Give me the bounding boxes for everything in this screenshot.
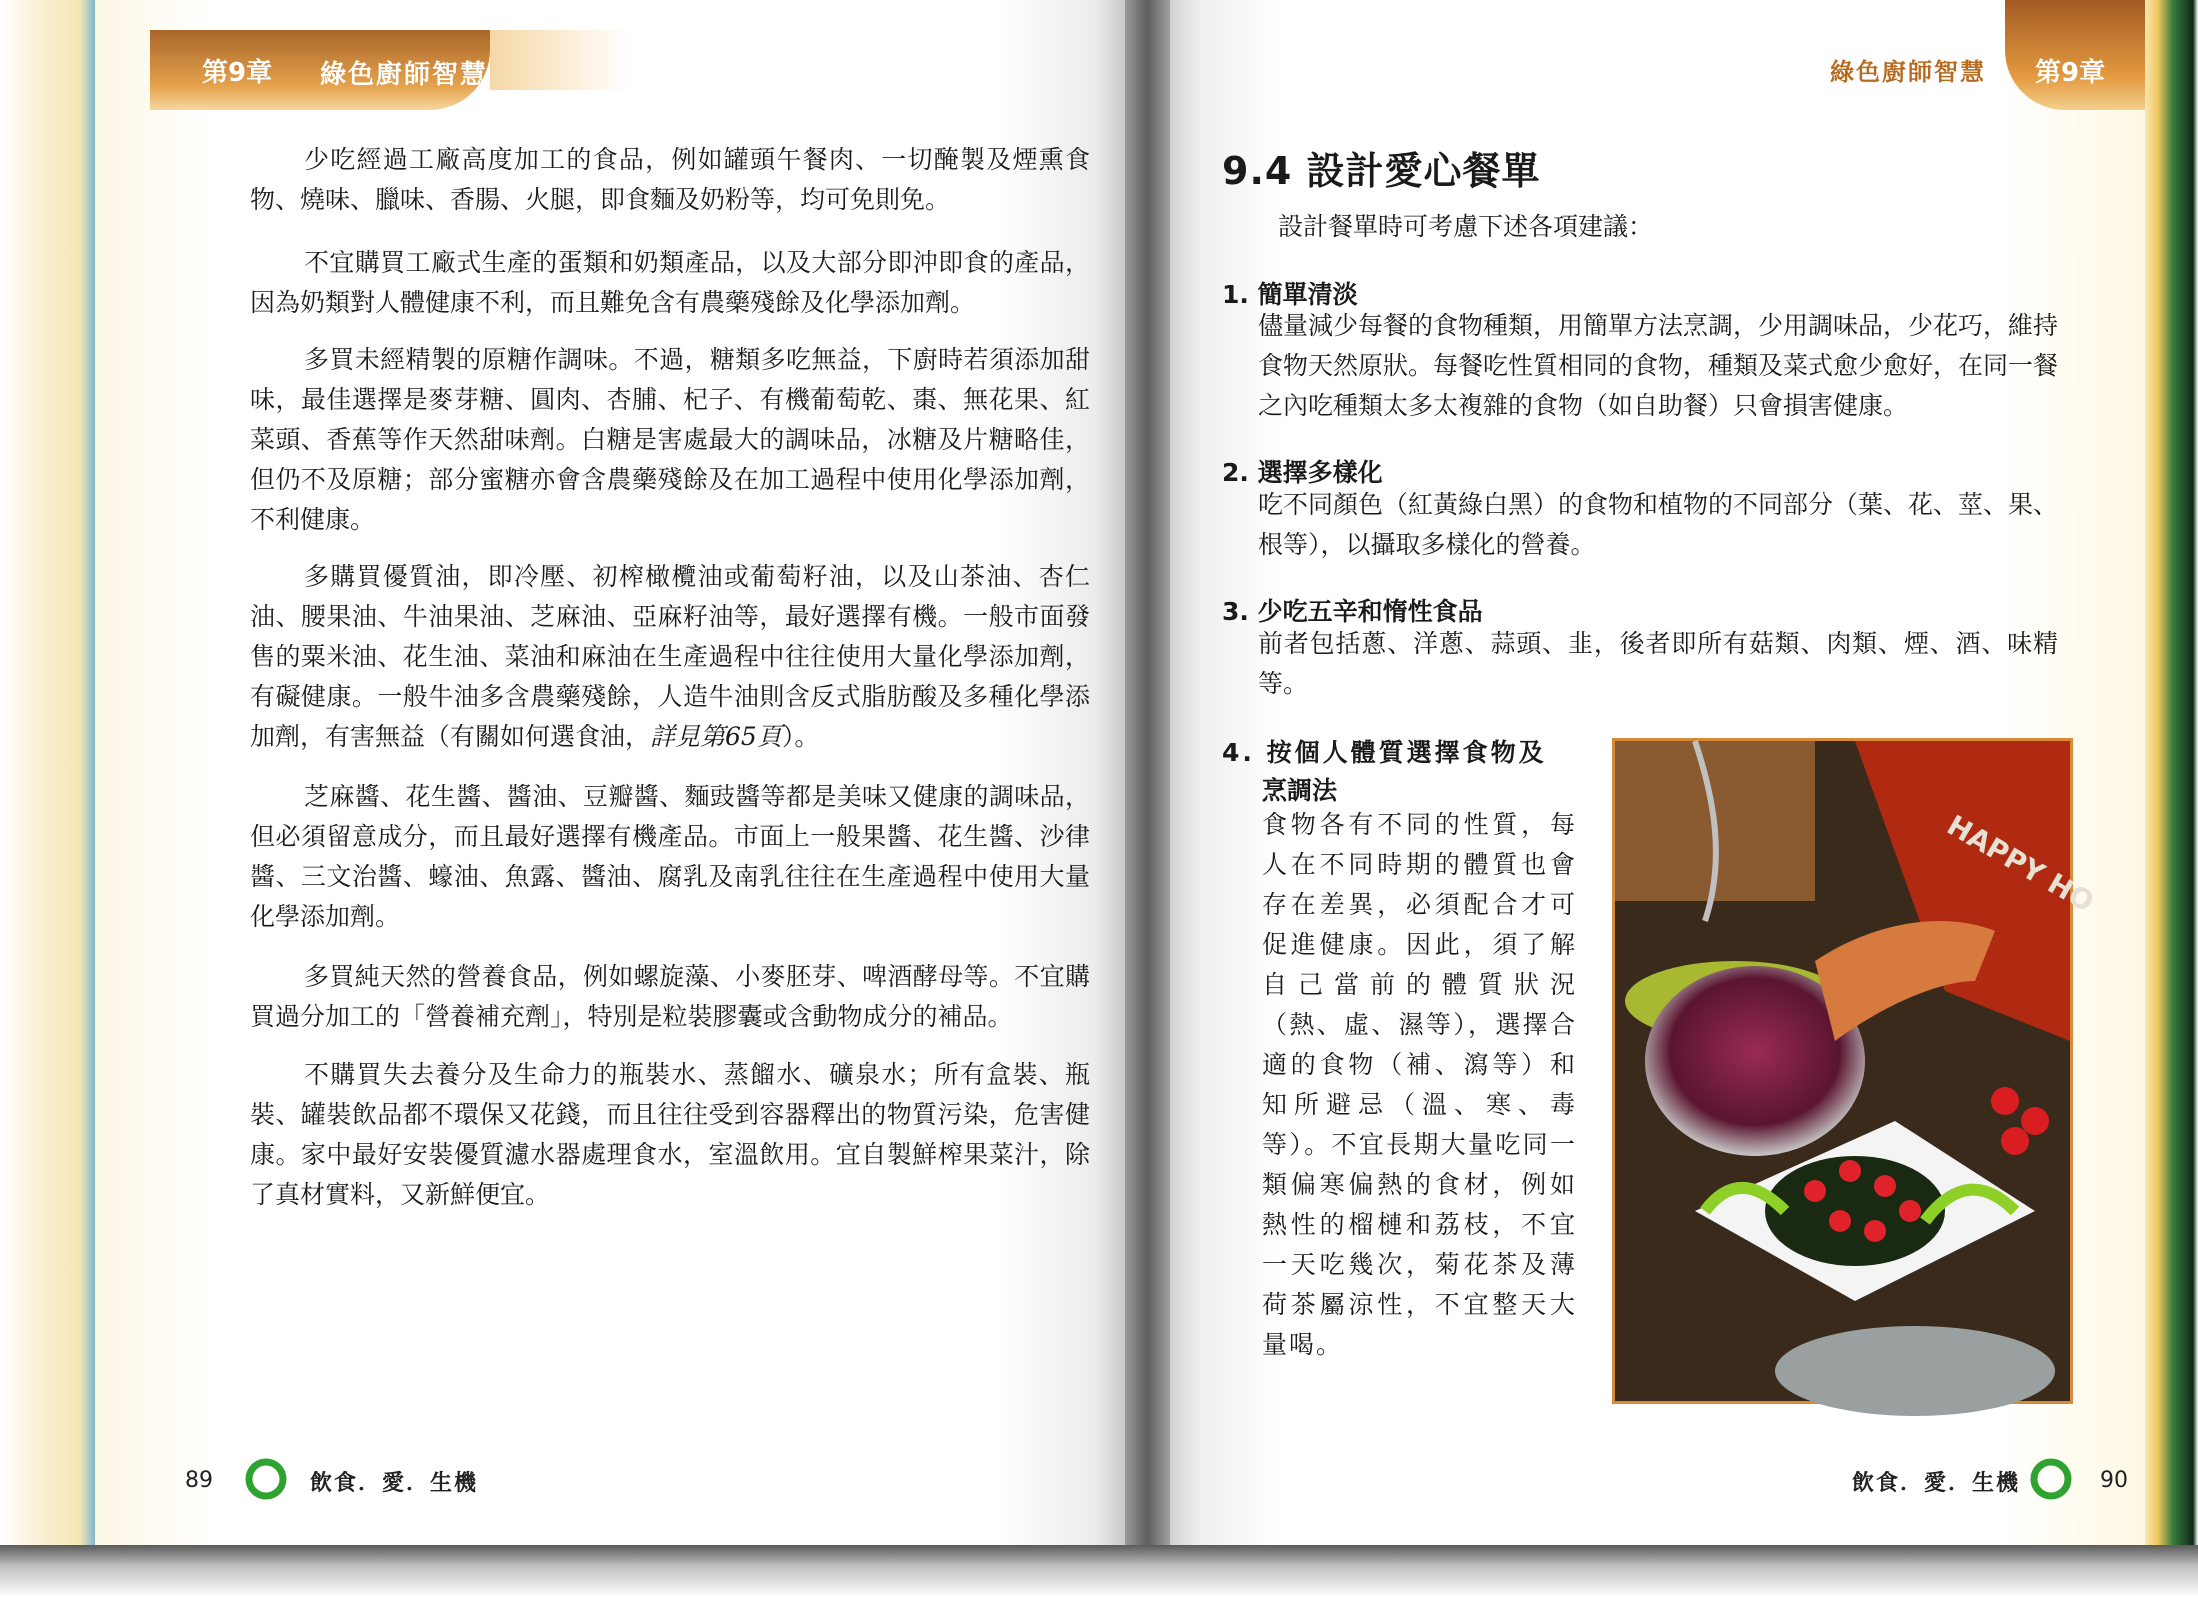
item-2-heading: 2. 選擇多樣化 <box>1222 458 1383 487</box>
cherry-tomato <box>1839 1160 1861 1182</box>
paragraph-supplements: 多買純天然的營養食品，例如螺旋藻、小麥胚芽、啤酒酵母等。不宜購買過分加工的「營養補充劑」，特別是粒裝膠囊或含動物成分的補品。 <box>250 962 1090 1031</box>
cherry-tomato <box>1899 1200 1921 1222</box>
cherry-tomato <box>1864 1220 1886 1242</box>
item-4-heading-line2: 烹調法 <box>1262 776 1338 805</box>
tomato <box>1991 1087 2019 1115</box>
right-page-stack-edge <box>2138 0 2198 1597</box>
item-2-body: 吃不同顏色（紅黃綠白黑）的食物和植物的不同部分（葉、花、莖、果、根等），以攝取多樣化的營養。 <box>1258 490 2059 559</box>
right-chapter-header <box>2005 0 2145 110</box>
cooking-photo <box>1612 738 2100 1404</box>
right-page-number: 90 <box>2100 1468 2128 1493</box>
right-chapter-title: 綠色廚師智慧 <box>1830 58 1986 86</box>
cherry-tomato <box>1829 1210 1851 1232</box>
section-title: 9.4 設計愛心餐單 <box>1222 149 1541 193</box>
oil-page-reference: 詳見第65頁 <box>650 722 782 751</box>
paragraph-eggs-dairy: 不宜購買工廠式生產的蛋類和奶類產品，以及大部分即沖即食的產品，因為奶類對人體健康不利，而且難免含有農藥殘餘及化學添加劑。 <box>250 248 1090 317</box>
left-chapter-label: 第9章 <box>202 58 273 88</box>
left-chapter-title: 綠色廚師智慧 <box>320 60 489 90</box>
section-intro: 設計餐單時可考慮下述各項建議： <box>1278 212 1654 241</box>
oil-text-end: ）。 <box>781 722 820 751</box>
book-gutter <box>1125 0 1170 1545</box>
oil-text: 多購買優質油，即冷壓、初榨橄欖油或葡萄籽油，以及山茶油、杏仁油、腰果油、牛油果油、芝麻油、亞麻籽油等，最好選擇有機。一般市面發售的粟米油、花生油、菜油和麻油在生產過程中往往使用大量化學添加劑，有礙健康。一般牛油多含農藥殘餘，人造牛油則含反式脂肪酸及多種化學添加劑，有害無益（有關如何選食油， <box>250 562 1090 751</box>
cherry-tomato <box>1874 1175 1896 1197</box>
green-ring-logo-icon <box>2030 1458 2072 1500</box>
cooking-photo-illustration <box>1615 741 2100 1401</box>
paragraph-sugar: 多買未經精製的原糖作調味。不過，糖類多吃無益，下廚時若須添加甜味，最佳選擇是麥芽糖、圓肉、杏脯、杞子、有機葡萄乾、棗、無花果、紅菜頭、香蕉等作天然甜味劑。白糖是害處最大的調味品，冰糖及片糖略佳，但仍不及原糖；部分蜜糖亦會含農藥殘餘及在加工過程中使用化學添加劑，不利健康。 <box>250 345 1090 534</box>
cherry-tomato <box>1804 1180 1826 1202</box>
tomato <box>2021 1107 2049 1135</box>
paragraph-water: 不購買失去養分及生命力的瓶裝水、蒸餾水、礦泉水；所有盒裝、瓶裝、罐裝飲品都不環保又花錢，而且往往受到容器釋出的物質污染，危害健康。家中最好安裝優質濾水器處理食水，室溫飲用。宜自製鮮榨果菜汁，除了真材實料，又新鮮便宜。 <box>250 1060 1090 1209</box>
left-chapter-header <box>150 30 490 110</box>
item-3-heading: 3. 少吃五辛和惰性食品 <box>1222 597 1483 626</box>
item-3-body: 前者包括蔥、洋蔥、蒜頭、韭，後者即所有菇類、肉類、煙、酒、味精等。 <box>1258 629 2058 698</box>
apron-text: HAPPY HO <box>1941 808 2100 919</box>
right-chapter-label: 第9章 <box>2035 58 2106 88</box>
item-4-heading-line1: 4. 按個人體質選擇食物及 <box>1222 738 1547 767</box>
left-header-fade <box>490 30 630 90</box>
foreground-bowl <box>1775 1326 2055 1416</box>
green-ring-logo-icon <box>245 1458 287 1500</box>
item-1-body: 儘量減少每餐的食物種類，用簡單方法烹調，少用調味品，少花巧，維持食物天然原狀。每餐吃性質相同的食物，種類及菜式愈少愈好，在同一餐之內吃種類太多太複雜的食物（如自助餐）只會損害健康。 <box>1258 311 2059 420</box>
left-footer-brand: 飲食．愛．生機 <box>310 1471 479 1496</box>
left-page <box>95 0 1135 1545</box>
item-4-body: 食物各有不同的性質，每人在不同時期的體質也會存在差異，必須配合才可促進健康。因此，須了解自己當前的體質狀況（熱、虛、濕等），選擇合適的食物（補、瀉等）和知所避忌（溫、寒、毒等）。不宜長期大量吃同一類偏寒偏熱的食材，例如熱性的榴槤和荔枝，不宜一天吃幾次，菊花茶及薄荷茶屬涼性，不宜整天大量喝。 <box>1262 810 1577 1359</box>
tomato <box>2001 1127 2029 1155</box>
paragraph-sauces: 芝麻醬、花生醬、醬油、豆瓣醬、麵豉醬等都是美味又健康的調味品，但必須留意成分，而且最好選擇有機產品。市面上一般果醬、花生醬、沙律醬、三文治醬、蠔油、魚露、醬油、腐乳及南乳往往在生產過程中使用大量化學添加劑。 <box>250 782 1090 931</box>
paragraph-oil <box>250 557 1090 757</box>
item-1-heading: 1. 簡單清淡 <box>1222 280 1358 309</box>
right-footer-brand: 飲食．愛．生機 <box>1852 1471 2021 1496</box>
book-bottom-shadow <box>0 1545 2198 1597</box>
left-page-number: 89 <box>185 1468 213 1493</box>
paragraph-processed-food: 少吃經過工廠高度加工的食品，例如罐頭午餐肉、一切醃製及煙熏食物、燒味、臘味、香腸、火腿，即食麵及奶粉等，均可免則免。 <box>250 145 1090 214</box>
